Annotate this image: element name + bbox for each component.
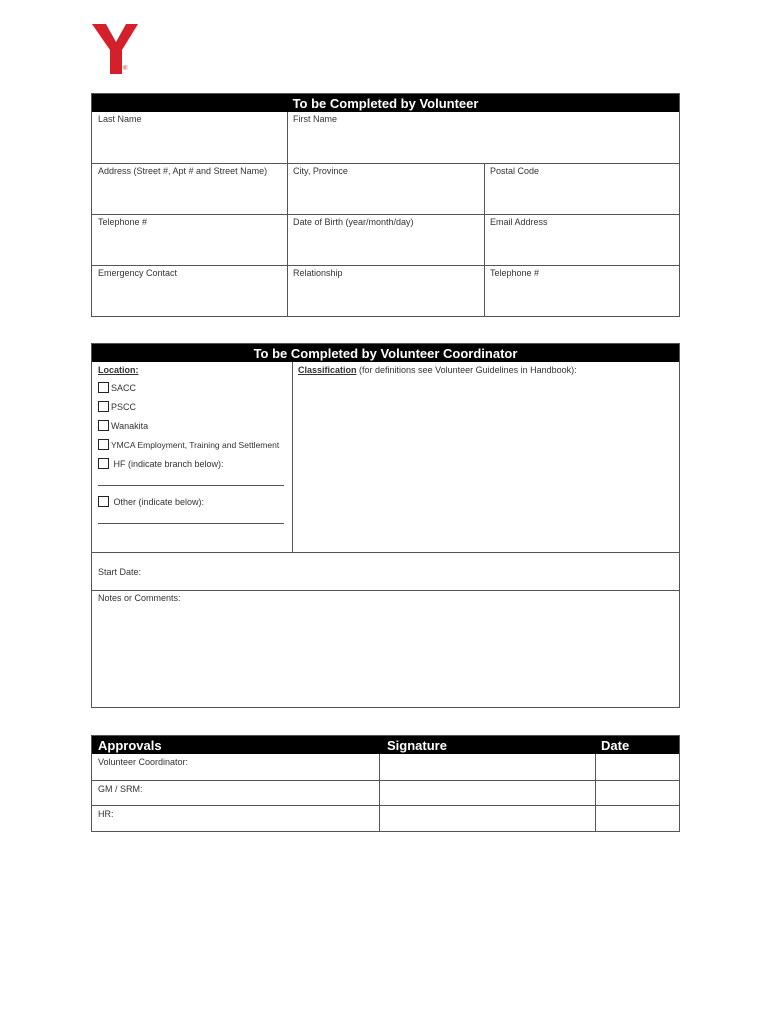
telephone-field[interactable] [92, 215, 287, 265]
first-name-label: First Name [293, 114, 338, 124]
coordinator-section-header: To be Completed by Volunteer Coordinator [92, 344, 679, 362]
wanakita-checkbox[interactable] [98, 420, 109, 431]
volunteer-section [91, 93, 680, 317]
employment-label: YMCA Employment, Training and Settlement [111, 440, 280, 450]
hr-signature-field[interactable] [380, 806, 595, 831]
date-of-birth-field[interactable] [288, 215, 484, 265]
classification-text [298, 365, 577, 375]
volunteer-section-header: To be Completed by Volunteer [92, 94, 679, 112]
coordinator-section [91, 343, 680, 708]
location-panel [92, 362, 292, 552]
hf-label: HF (indicate branch below): [111, 459, 224, 469]
approval-row [92, 781, 379, 805]
approval-row [92, 806, 379, 831]
notes-field[interactable] [92, 591, 679, 707]
postal-code-label: Postal Code [490, 166, 540, 176]
telephone-label: Telephone # [98, 217, 148, 227]
start-date-label: Start Date: [98, 567, 142, 577]
signature-header: Signature [379, 736, 595, 754]
option-employment[interactable] [98, 439, 279, 450]
city-province-label: City, Province [293, 166, 348, 176]
approval-row-label: HR: [98, 809, 114, 819]
registered-mark: ® [123, 66, 128, 72]
address-label: Address (Street #, Apt # and Street Name) [98, 166, 268, 176]
wanakita-label: Wanakita [111, 421, 149, 431]
coordinator-date-field[interactable] [596, 754, 679, 780]
option-other[interactable] [98, 496, 204, 507]
city-province-field[interactable] [288, 164, 484, 214]
notes-label: Notes or Comments: [98, 593, 181, 603]
gm-signature-field[interactable] [380, 781, 595, 805]
location-label: Location: [98, 365, 139, 375]
last-name-label: Last Name [98, 114, 142, 124]
approvals-section [91, 735, 680, 832]
approval-row-label: GM / SRM: [98, 784, 143, 794]
hf-branch-blank[interactable] [98, 485, 284, 486]
other-label: Other (indicate below): [111, 497, 205, 507]
date-header: Date [595, 736, 679, 754]
address-field[interactable] [92, 164, 287, 214]
sacc-label: SACC [111, 383, 137, 393]
emergency-contact-field[interactable] [92, 266, 287, 316]
pscc-label: PSCC [111, 402, 137, 412]
relationship-field[interactable] [288, 266, 484, 316]
approval-row-label: Volunteer Coordinator: [98, 757, 189, 767]
classification-panel[interactable] [293, 362, 679, 552]
email-field[interactable] [485, 215, 679, 265]
hf-checkbox[interactable] [98, 458, 109, 469]
gm-date-field[interactable] [596, 781, 679, 805]
postal-code-field[interactable] [485, 164, 679, 214]
start-date-field[interactable] [92, 553, 679, 590]
option-wanakita[interactable] [98, 420, 148, 431]
date-of-birth-label: Date of Birth (year/month/day) [293, 217, 414, 227]
coordinator-signature-field[interactable] [380, 754, 595, 780]
emergency-telephone-label: Telephone # [490, 268, 540, 278]
pscc-checkbox[interactable] [98, 401, 109, 412]
ymca-logo [92, 22, 140, 76]
sacc-checkbox[interactable] [98, 382, 109, 393]
emergency-contact-label: Emergency Contact [98, 268, 178, 278]
other-checkbox[interactable] [98, 496, 109, 507]
classification-label: Classification [298, 365, 357, 375]
classification-note: (for definitions see Volunteer Guidelines in Handbook): [356, 365, 577, 375]
approval-row [92, 754, 379, 780]
employment-checkbox[interactable] [98, 439, 109, 450]
hr-date-field[interactable] [596, 806, 679, 831]
last-name-field[interactable] [92, 112, 287, 163]
email-label: Email Address [490, 217, 548, 227]
approvals-header: Approvals [92, 736, 379, 754]
emergency-telephone-field[interactable] [485, 266, 679, 316]
relationship-label: Relationship [293, 268, 343, 278]
option-pscc[interactable] [98, 401, 136, 412]
first-name-field[interactable] [288, 112, 679, 163]
other-blank[interactable] [98, 523, 284, 524]
option-sacc[interactable] [98, 382, 136, 393]
option-hf[interactable] [98, 458, 224, 469]
